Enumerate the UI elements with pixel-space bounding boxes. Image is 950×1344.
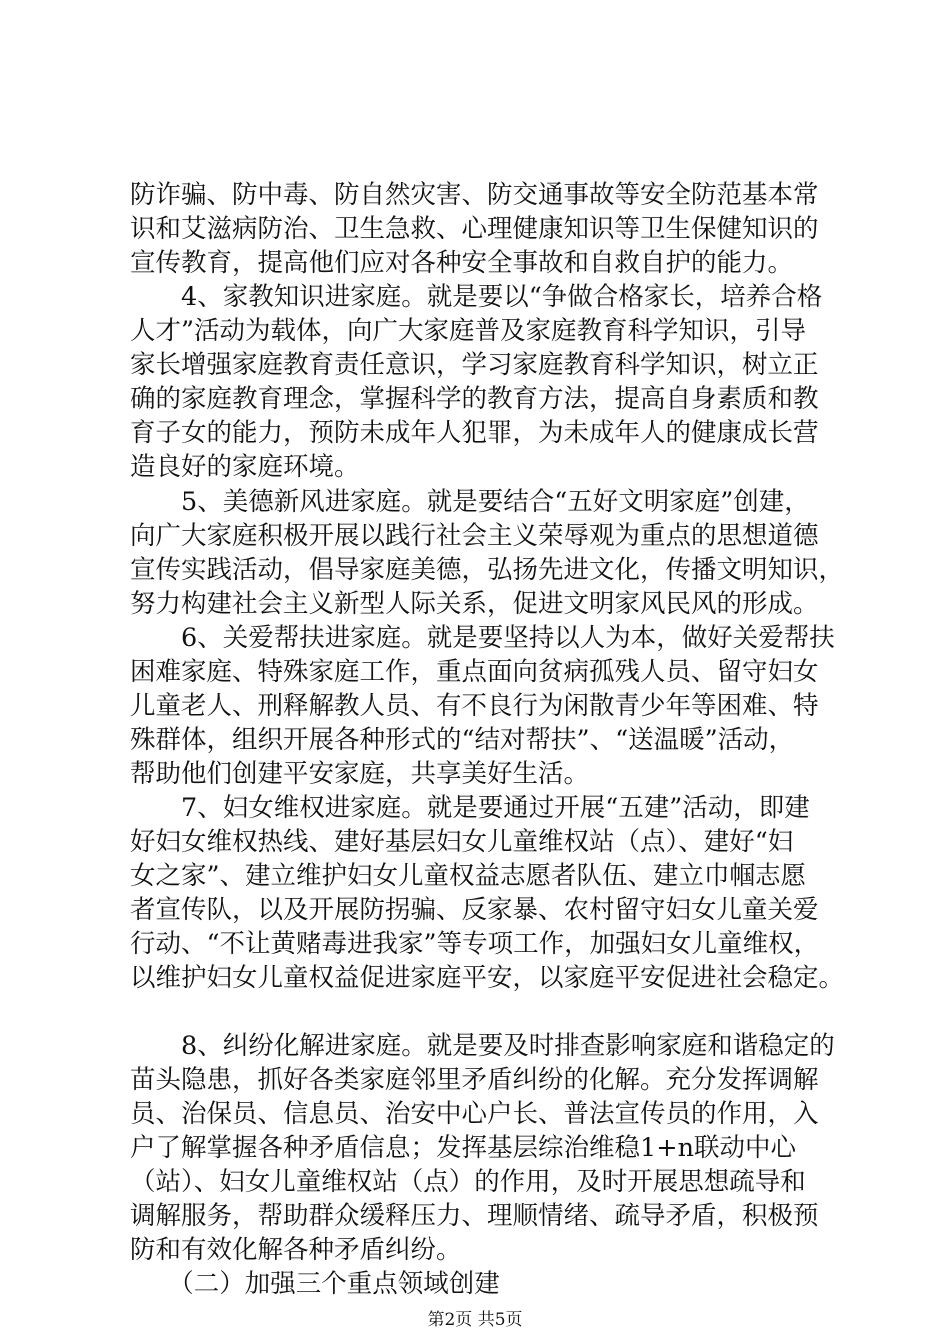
body-text-line: 调解服务，帮助群众缓释压力、理顺情绪、疏导矛盾，积极预 <box>130 1201 819 1231</box>
body-text-line: 宣传教育，提高他们应对各种安全事故和自救自护的能力。 <box>130 248 794 278</box>
body-text-line: 7、妇女维权进家庭。就是要通过开展“五建”活动，即建 <box>130 793 810 823</box>
body-text-line: 防和有效化解各种矛盾纠纷。 <box>130 1235 462 1265</box>
body-text-line: 造良好的家庭环境。 <box>130 452 360 482</box>
page-footer: 第2页 共5页 <box>427 1310 523 1330</box>
body-text-line: 4、家教知识进家庭。就是要以“争做合格家长，培养合格 <box>130 282 823 312</box>
body-text-line: 好妇女维权热线、建好基层妇女儿童维权站（点）、建好“妇 <box>130 827 794 857</box>
body-text-line: 8、纠纷化解进家庭。就是要及时排查影响家庭和谐稳定的 <box>130 1031 835 1061</box>
body-text-line: 6、关爱帮扶进家庭。就是要坚持以人为本，做好关爱帮扶 <box>130 623 835 653</box>
body-text-line: 员、治保员、信息员、治安中心户长、普法宣传员的作用，入 <box>130 1099 819 1129</box>
body-text-line: 宣传实践活动，倡导家庭美德，弘扬先进文化，传播文明知识， <box>130 555 845 585</box>
body-text-line: 育子女的能力，预防未成年人犯罪，为未成年人的健康成长营 <box>130 418 819 448</box>
section-heading: （二）加强三个重点领域创建 <box>130 1269 500 1299</box>
body-text-line: 努力构建社会主义新型人际关系，促进文明家风民风的形成。 <box>130 589 819 619</box>
body-text-line: 户了解掌握各种矛盾信息；发挥基层综治维稳1+n联动中心 <box>130 1133 797 1163</box>
body-text-line: 防诈骗、防中毒、防自然灾害、防交通事故等安全防范基本常 <box>130 180 819 210</box>
body-text-line: 苗头隐患，抓好各类家庭邻里矛盾纠纷的化解。充分发挥调解 <box>130 1065 819 1095</box>
body-text-line: 女之家”、建立维护妇女儿童权益志愿者队伍、建立巾帼志愿 <box>130 861 807 891</box>
body-text-line: 帮助他们创建平安家庭，共享美好生活。 <box>130 759 590 789</box>
body-text-line: 识和艾滋病防治、卫生急救、心理健康知识等卫生保健知识的 <box>130 214 819 244</box>
body-text-line: 殊群体，组织开展各种形式的“结对帮扶”、“送温暖”活动， <box>130 725 795 755</box>
body-text-line: 困难家庭、特殊家庭工作，重点面向贫病孤残人员、留守妇女 <box>130 657 819 687</box>
body-text-line: 人才”活动为载体，向广大家庭普及家庭教育科学知识，引导 <box>130 316 807 346</box>
body-text-line: 家长增强家庭教育责任意识，学习家庭教育科学知识，树立正 <box>130 350 819 380</box>
body-text-line: 行动、“不让黄赌毒进我家”等专项工作，加强妇女儿童维权， <box>130 929 820 959</box>
body-text-line: 向广大家庭积极开展以践行社会主义荣辱观为重点的思想道德 <box>130 521 819 551</box>
body-text-line: 确的家庭教育理念，掌握科学的教育方法，提高自身素质和教 <box>130 384 819 414</box>
body-text-line: 儿童老人、刑释解教人员、有不良行为闲散青少年等困难、特 <box>130 691 819 721</box>
body-text-line: 以维护妇女儿童权益促进家庭平安，以家庭平安促进社会稳定。 <box>130 963 845 993</box>
body-text-line: 5、美德新风进家庭。就是要结合“五好文明家庭”创建， <box>130 487 810 517</box>
body-text-line: （站）、妇女儿童维权站（点）的作用，及时开展思想疏导和 <box>130 1167 806 1197</box>
body-text-line: 者宣传队，以及开展防拐骗、反家暴、农村留守妇女儿童关爱 <box>130 895 819 925</box>
